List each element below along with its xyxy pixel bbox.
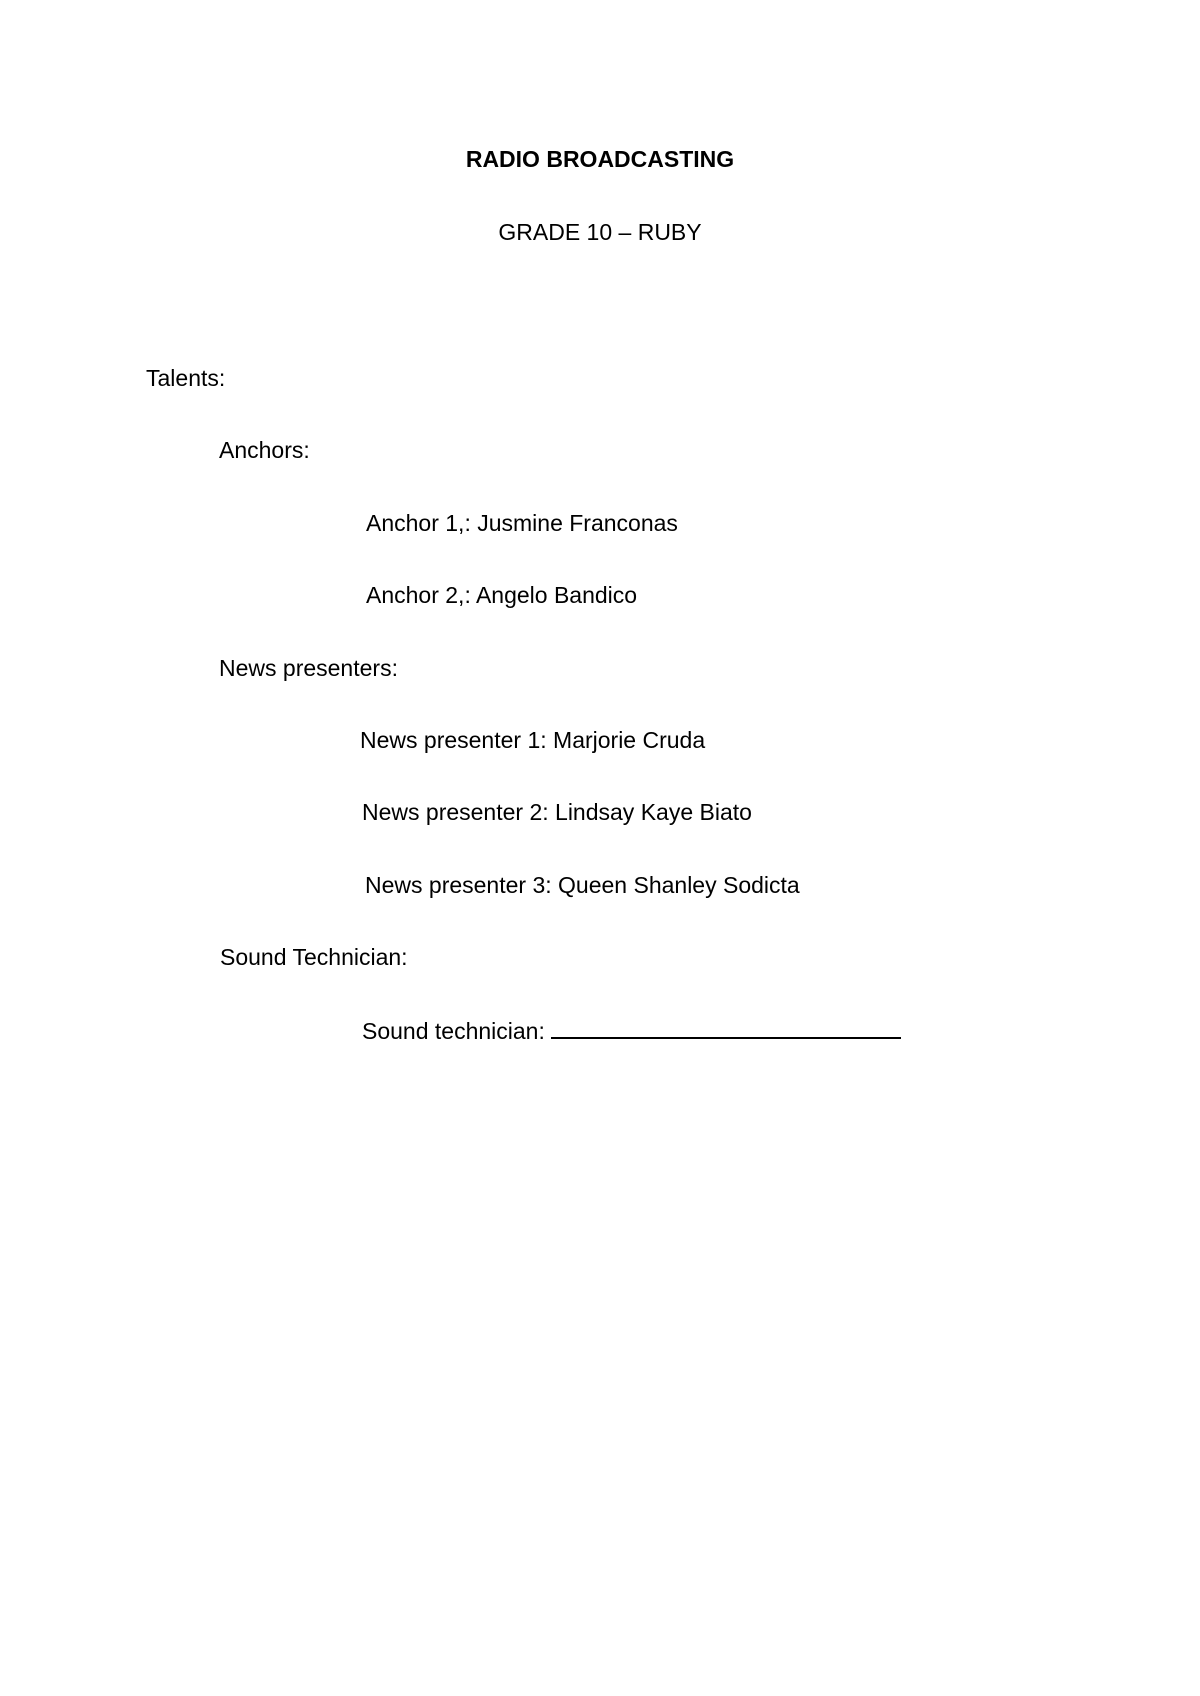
news-presenters-heading: News presenters: — [219, 655, 398, 681]
anchor-2-entry: Anchor 2,: Angelo Bandico — [366, 582, 638, 608]
sound-technician-heading: Sound Technician: — [220, 944, 408, 970]
sound-technician-blank-line — [551, 1015, 901, 1039]
anchor-1-entry: Anchor 1,: Jusmine Franconas — [366, 510, 678, 536]
document-subtitle: GRADE 10 – RUBY — [498, 219, 702, 245]
sound-technician-label: Sound technician: — [362, 1018, 545, 1044]
sound-technician-entry — [362, 1015, 901, 1045]
document-title: RADIO BROADCASTING — [465, 146, 735, 172]
talents-heading: Talents: — [146, 365, 226, 391]
news-presenter-3-entry: News presenter 3: Queen Shanley Sodicta — [365, 872, 800, 898]
news-presenter-1-entry: News presenter 1: Marjorie Cruda — [360, 727, 706, 753]
anchors-heading: Anchors: — [219, 437, 310, 463]
news-presenter-2-entry: News presenter 2: Lindsay Kaye Biato — [362, 799, 752, 825]
